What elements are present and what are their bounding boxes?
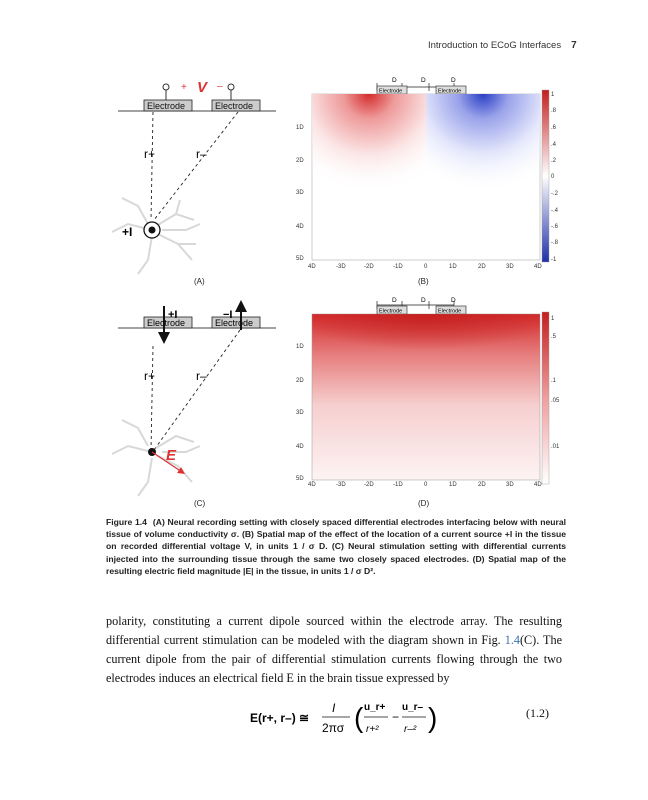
running-title: Introduction to ECoG Interfaces (428, 40, 562, 51)
body-text-1: polarity, constituting a current dipole sourced within the electrode array. The resulting differential current stimulation can be modeled with the diagram shown in Fig. (106, 614, 562, 647)
y-axis (296, 344, 304, 482)
caption-text: (A) Neural recording setting with closely spaced differential electrodes interfacing below with neural tissue of volume conductivity σ. (B) Spatial map of the effect of the location of a current source +I in the tissue on recorded differential voltage V, in units 1 / σ D. (C) Neural stimulation setting with differential currents injected into the surrounding tissue through the same two closely spaced electrodes. (D) Spatial map of the resulting electric field magnitude |E| in the tissue, in units 1 / σ D². (106, 517, 567, 576)
colorbar-ticks (551, 316, 560, 450)
x-tick: 3D (506, 264, 514, 270)
y-axis (296, 125, 304, 262)
current-plus-label: +I (168, 309, 178, 321)
x-tick: -1D (393, 482, 403, 488)
page-number: 7 (571, 40, 577, 51)
y-tick: 1D (296, 125, 304, 131)
x-tick: -3D (336, 482, 346, 488)
voltage-label: V (197, 79, 208, 96)
r-plus-label: r+ (144, 369, 156, 383)
x-axis (308, 264, 542, 270)
x-tick: 4D (534, 482, 542, 488)
svg-text:): ) (428, 702, 438, 733)
panel-c (108, 300, 278, 512)
colorbar-tick: -.2 (551, 191, 559, 197)
equation-number: (1.2) (526, 706, 549, 720)
colorbar-tick: .01 (551, 444, 560, 450)
panel-a (108, 74, 278, 294)
r-plus-label: r+ (144, 147, 156, 161)
y-tick: 1D (296, 344, 304, 350)
colorbar-tick: .05 (551, 398, 560, 404)
colorbar-tick: .6 (551, 125, 557, 131)
x-tick: 0 (424, 482, 428, 488)
figure-caption (106, 516, 566, 577)
current-source-dot (149, 227, 156, 234)
colorbar-tick: .8 (551, 108, 557, 114)
y-tick: 5D (296, 256, 304, 262)
colorbar-tick: .2 (551, 158, 557, 164)
colorbar-tick: .1 (551, 378, 557, 384)
electrode-label: Electrode (438, 88, 462, 95)
colorbar-tick: .5 (551, 334, 557, 340)
y-tick: 2D (296, 158, 304, 164)
panel-b (290, 74, 560, 294)
electrode-left-label: Electrode (147, 101, 186, 111)
r-minus-label: r– (196, 369, 207, 383)
positive-lobe (312, 94, 426, 204)
plus-sign: + (181, 82, 187, 93)
colorbar-tick: 0 (551, 174, 555, 180)
panel-c-label: (C) (194, 499, 206, 508)
dim-label: D (421, 297, 426, 304)
dim-label: D (421, 77, 426, 84)
colorbar-tick: -.8 (551, 240, 559, 246)
running-header (428, 40, 577, 51)
x-tick: 0 (424, 264, 428, 270)
electrode-label: Electrode (379, 308, 403, 315)
colorbar-tick: 1 (551, 316, 555, 322)
panel-b-label: (B) (418, 277, 429, 286)
electrode-right-label: Electrode (215, 318, 254, 328)
x-tick: 1D (449, 482, 457, 488)
y-tick: 4D (296, 224, 304, 230)
term1-denominator: r+² (366, 724, 379, 735)
colorbar (542, 90, 549, 262)
electrode-label: Electrode (438, 308, 462, 315)
dim-label: D (451, 77, 456, 84)
minus-sign: – (217, 81, 223, 92)
x-tick: 4D (534, 264, 542, 270)
x-tick: -1D (393, 264, 403, 270)
colorbar-tick: 1 (551, 92, 555, 98)
x-tick: 1D (449, 264, 457, 270)
y-tick: 4D (296, 444, 304, 450)
y-tick: 2D (296, 378, 304, 384)
x-tick: -2D (364, 482, 374, 488)
equation-1-2 (250, 694, 440, 744)
svg-text:−: − (392, 710, 400, 724)
y-tick: 5D (296, 476, 304, 482)
figure-reference-link[interactable]: 1.4 (504, 633, 520, 647)
panel-d (290, 296, 560, 512)
body-paragraph (106, 612, 562, 688)
body-text-2: (C). The current dipole from the pair of differential stimulation currents flowing through the two electrodes induces an electrical field E in the brain tissue expressed by (106, 633, 562, 685)
x-tick: -3D (336, 264, 346, 270)
dim-label: D (392, 297, 397, 304)
negative-lobe (426, 94, 540, 204)
term1-numerator: u_r+ (364, 702, 386, 713)
electrode-label: Electrode (379, 88, 403, 95)
x-tick: 3D (506, 482, 514, 488)
y-tick: 3D (296, 190, 304, 196)
colorbar-tick: -.6 (551, 224, 559, 230)
source-label: +I (122, 225, 133, 239)
x-tick: -2D (364, 264, 374, 270)
equation-denominator: 2πσ (322, 721, 345, 735)
colorbar-tick: -.4 (551, 208, 559, 214)
field-label: E (166, 447, 177, 464)
colorbar-ticks (551, 92, 559, 263)
colorbar-tick: .4 (551, 142, 557, 148)
dim-label: D (392, 77, 397, 84)
x-tick: 4D (308, 264, 316, 270)
colorbar-tick: -1 (551, 257, 557, 263)
term2-denominator: r–² (404, 724, 417, 735)
term2-numerator: u_r– (402, 702, 424, 713)
y-tick: 3D (296, 410, 304, 416)
svg-text:(: ( (354, 702, 364, 733)
x-tick: 2D (478, 264, 486, 270)
neuron-drawing (112, 420, 200, 496)
equation-numerator: I (332, 701, 336, 715)
x-tick: 2D (478, 482, 486, 488)
x-tick: 4D (308, 482, 316, 488)
equation-lhs: E(r+, r–) ≅ (250, 711, 310, 725)
x-axis (308, 482, 542, 488)
electrode-right-label: Electrode (215, 101, 254, 111)
panel-a-label: (A) (194, 277, 205, 286)
figure-number: Figure 1.4 (106, 517, 147, 527)
field-hotspot (312, 314, 540, 374)
r-minus-label: r– (196, 147, 207, 161)
colorbar (542, 312, 549, 484)
electrode-left-label: Electrode (147, 318, 186, 328)
dim-label: D (451, 297, 456, 304)
panel-d-label: (D) (418, 499, 430, 508)
current-minus-label: −I (223, 309, 233, 321)
